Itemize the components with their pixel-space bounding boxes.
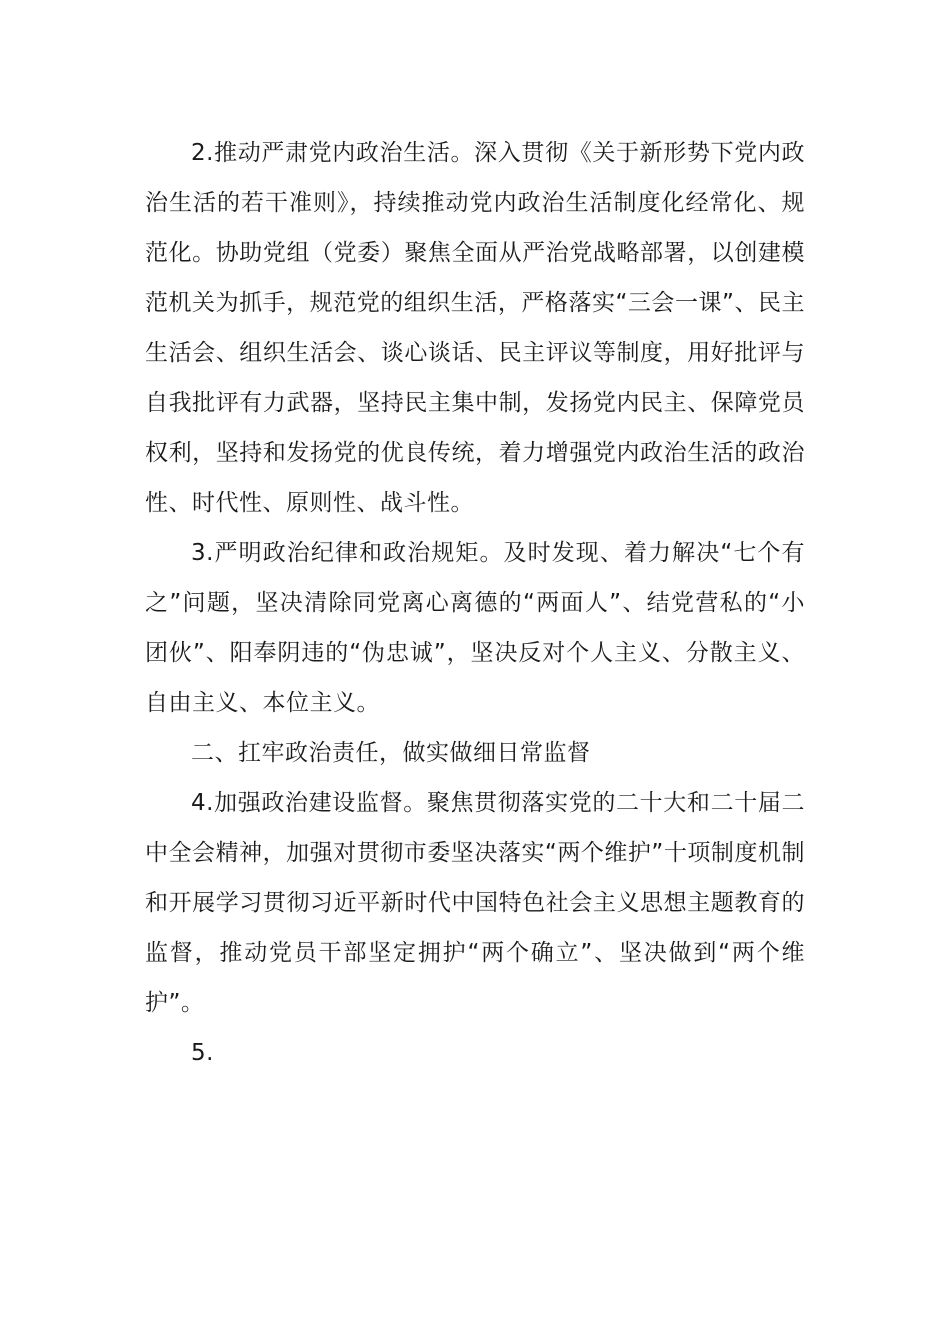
paragraph-item-5: 5.: [191, 1040, 214, 1066]
paragraph-item-2: 2.推动严肃党内政治生活。深入贯彻《关于新形势下党内政治生活的若干准则》，持续推动党内政治生活制度化经常化、规范化。协助党组（党委）聚焦全面从严治党战略部署，以创建模范机关为抓手，规范党的组织生活，严格落实“三会一课”、民主生活会、组织生活会、谈心谈话、民主评议等制度，用好批评与自我批评有力武器，坚持民主集中制，发扬党内民主、保障党员权利，坚持和发扬党的优良传统，着力增强党内政治生活的政治性、时代性、原则性、战斗性。: [145, 140, 805, 516]
paragraph-item-4: 4.加强政治建设监督。聚焦贯彻落实党的二十大和二十届二中全会精神，加强对贯彻市委坚决落实“两个维护”十项制度机制和开展学习贯彻习近平新时代中国特色社会主义思想主题教育的监督，推动党员干部坚定拥护“两个确立”、坚决做到“两个维护”。: [145, 790, 805, 1016]
paragraph-item-3: 3.严明政治纪律和政治规矩。及时发现、着力解决“七个有之”问题，坚决清除同党离心离德的“两面人”、结党营私的“小团伙”、阳奉阴违的“伪忠诚”，坚决反对个人主义、分散主义、自由主义、本位主义。: [145, 540, 805, 716]
section-heading-2: 二、扛牢政治责任，做实做细日常监督: [191, 740, 591, 766]
document-body: [145, 128, 805, 1078]
